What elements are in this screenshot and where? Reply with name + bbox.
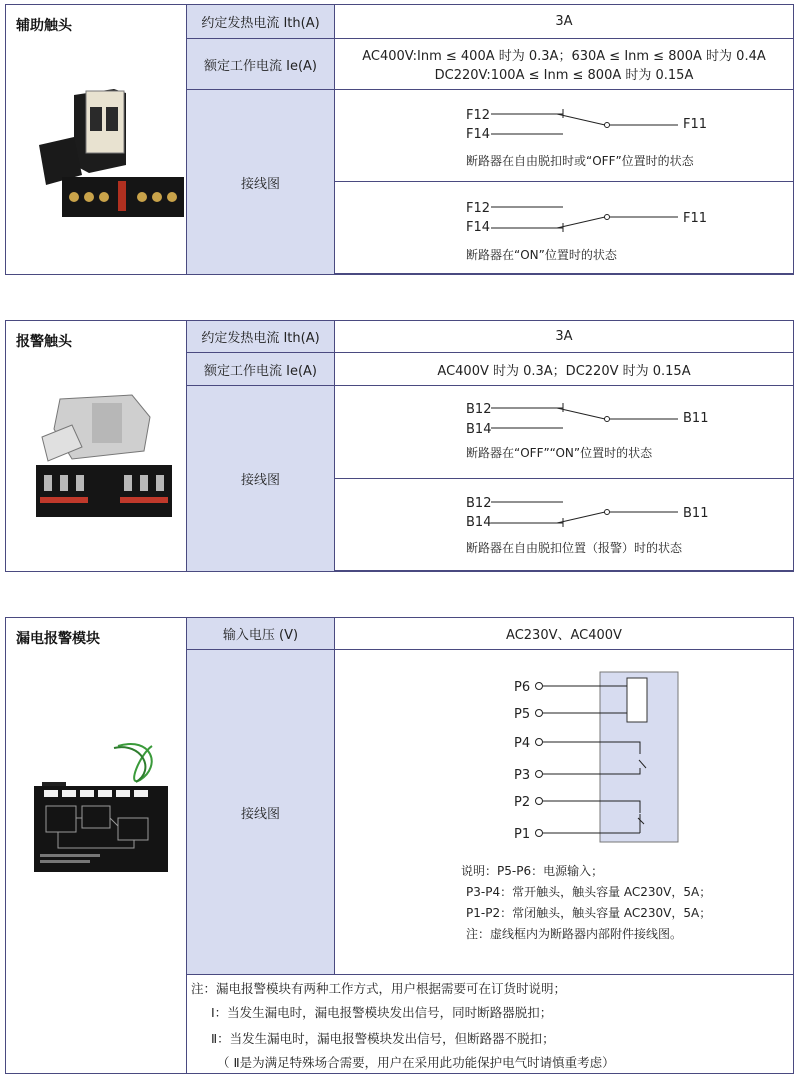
aux-wiring-label: 接线图: [187, 90, 335, 274]
aux-d1-f12: F12: [466, 108, 491, 123]
aux-contact-title: 辅助触头: [16, 18, 72, 34]
alarm-contact-title: 报警触头: [16, 334, 72, 350]
leak-note-3: （ Ⅱ是为满足特殊场合需要，用户在采用此功能保护电气时请慎重考虑）: [217, 1055, 615, 1070]
alarm-d2-b12: B12: [466, 496, 492, 511]
alarm-d1-b11: B11: [683, 411, 709, 426]
alarm-contact-photo: [32, 389, 172, 521]
leak-wiring-label: 接线图: [187, 650, 335, 974]
aux-d1-caption: 断路器在自由脱扣时或“OFF”位置时的状态: [466, 154, 694, 168]
leak-alarm-title: 漏电报警模块: [16, 631, 100, 647]
aux-d2-f14: F14: [466, 220, 491, 235]
aux-rated-work-line1: AC400V:Inm ≤ 400A 时为 0.3A；630A ≤ Inm ≤ 800A 时为 0.4A: [362, 49, 766, 64]
leak-alarm-image-cell: [6, 618, 187, 1073]
alarm-wiring-label: 接线图: [187, 386, 335, 571]
alarm-d2-caption: 断路器在自由脱扣位置（报警）时的状态: [466, 541, 683, 555]
aux-contact-block: [5, 4, 794, 275]
alarm-d1-b12: B12: [466, 402, 492, 417]
leak-p2-label: P2: [514, 795, 531, 810]
alarm-contact-image-cell: [6, 321, 187, 571]
leak-note-1: Ⅰ：当发生漏电时，漏电报警模块发出信号，同时断路器脱扣；: [211, 1005, 553, 1020]
aux-diagram-on: [335, 182, 793, 274]
aux-d2-caption: 断路器在“ON”位置时的状态: [466, 248, 617, 262]
alarm-rated-work-label: 额定工作电流 Ie(A): [187, 353, 335, 386]
leak-p1-label: P1: [514, 827, 531, 842]
leak-explain-1: P3-P4：常开触头，触头容量 AC230V，5A；: [466, 885, 712, 899]
leak-explain-3: 注：虚线框内为断路器内部附件接线图。: [466, 927, 683, 941]
leak-voltage-label: 输入电压 (V): [187, 618, 335, 650]
leak-explain-0: 说明：P5-P6：电源输入；: [461, 864, 604, 878]
aux-d1-f11: F11: [683, 117, 708, 132]
aux-d2-f11: F11: [683, 211, 708, 226]
leak-voltage-value: AC230V、AC400V: [335, 618, 793, 650]
aux-contact-image-cell: [6, 5, 187, 274]
alarm-rated-heat-value: 3A: [335, 321, 793, 353]
aux-diagram-off: [335, 90, 793, 182]
leak-p4-label: P4: [514, 736, 531, 751]
leak-alarm-block: [5, 617, 794, 1074]
alarm-diagram-trip: [335, 479, 793, 571]
aux-rated-work-line2: DC220V:100A ≤ Inm ≤ 800A 时为 0.15A: [434, 68, 694, 83]
leak-note-0: 注：漏电报警模块有两种工作方式，用户根据需要可在订货时说明；: [191, 981, 567, 996]
leak-notes: [187, 974, 793, 1073]
alarm-contact-block: [5, 320, 794, 572]
alarm-rated-work-value: AC400V 时为 0.3A；DC220V 时为 0.15A: [335, 353, 793, 386]
alarm-rated-heat-label: 约定发热电流 Ith(A): [187, 321, 335, 353]
aux-rated-heat-value: 3A: [335, 5, 793, 39]
leak-wiring-diagram: [335, 650, 793, 974]
aux-d1-f14: F14: [466, 127, 491, 142]
alarm-diagram-off-on-svg: [335, 386, 793, 479]
aux-d2-f12: F12: [466, 201, 491, 216]
alarm-diagram-off-on: [335, 386, 793, 479]
leak-explain-2: P1-P2：常闭触头，触头容量 AC230V，5A；: [466, 906, 712, 920]
aux-contact-photo: [34, 85, 184, 225]
alarm-d1-caption: 断路器在“OFF”“ON”位置时的状态: [466, 446, 653, 460]
alarm-d2-b11: B11: [683, 506, 709, 521]
aux-rated-work-label: 额定工作电流 Ie(A): [187, 39, 335, 90]
leak-p6-label: P6: [514, 680, 531, 695]
leak-p3-label: P3: [514, 768, 531, 783]
leak-p5-label: P5: [514, 707, 531, 722]
alarm-d1-b14: B14: [466, 422, 492, 437]
aux-rated-work-value: [335, 39, 793, 90]
alarm-diagram-trip-svg: [335, 479, 793, 571]
aux-rated-heat-label: 约定发热电流 Ith(A): [187, 5, 335, 39]
leak-alarm-photo: [22, 736, 172, 876]
alarm-d2-b14: B14: [466, 515, 492, 530]
leak-note-2: Ⅱ：当发生漏电时，漏电报警模块发出信号，但断路器不脱扣；: [211, 1031, 555, 1046]
